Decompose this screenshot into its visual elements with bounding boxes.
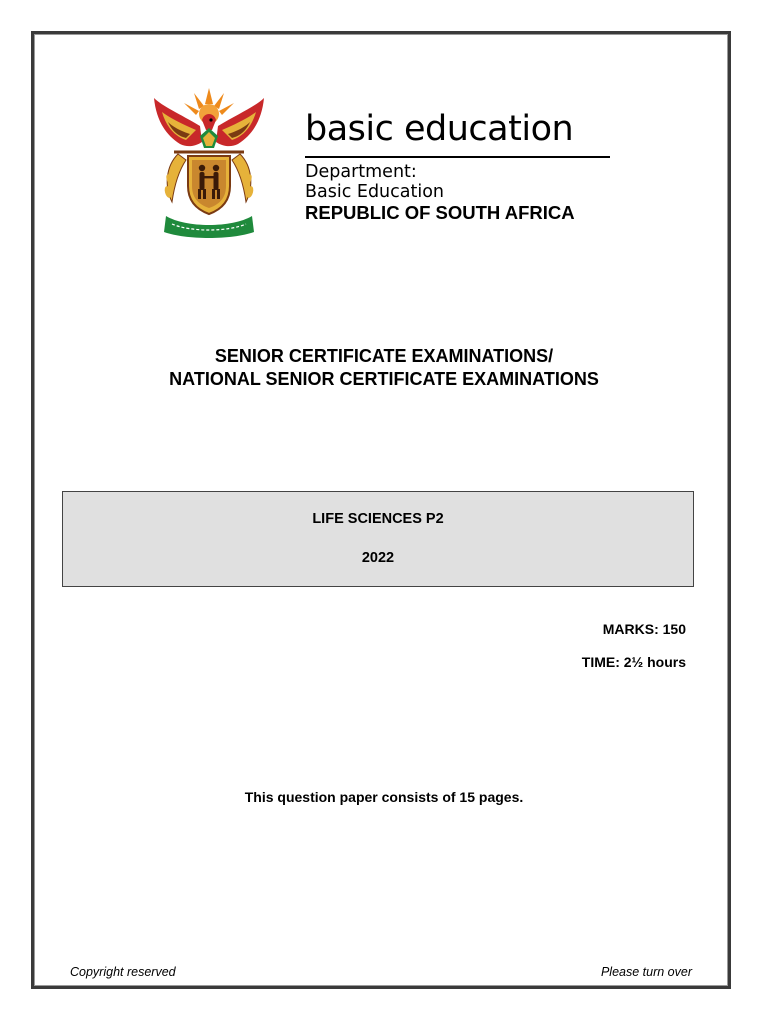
brand-title: basic education: [305, 109, 574, 149]
exam-title-line-1: SENIOR CERTIFICATE EXAMINATIONS/: [214, 346, 554, 366]
coat-of-arms-icon: [150, 84, 268, 240]
brand-divider: [305, 156, 610, 158]
footer-copyright: Copyright reserved: [70, 965, 176, 979]
subject-name: LIFE SCIENCES P2: [312, 511, 444, 527]
department-name: Basic Education: [305, 182, 445, 202]
page-count-note: This question paper consists of 15 pages.: [244, 789, 524, 805]
footer-turn-over: Please turn over: [600, 965, 692, 979]
marks-label: MARKS: 150: [602, 621, 686, 637]
exam-year: 2022: [361, 550, 395, 566]
exam-title-line-2: NATIONAL SENIOR CERTIFICATE EXAMINATIONS: [169, 369, 599, 389]
time-label: TIME: 2½ hours: [581, 654, 686, 670]
country-name: REPUBLIC OF SOUTH AFRICA: [305, 202, 575, 223]
department-label: Department:: [305, 162, 417, 182]
subject-box: [62, 491, 694, 587]
